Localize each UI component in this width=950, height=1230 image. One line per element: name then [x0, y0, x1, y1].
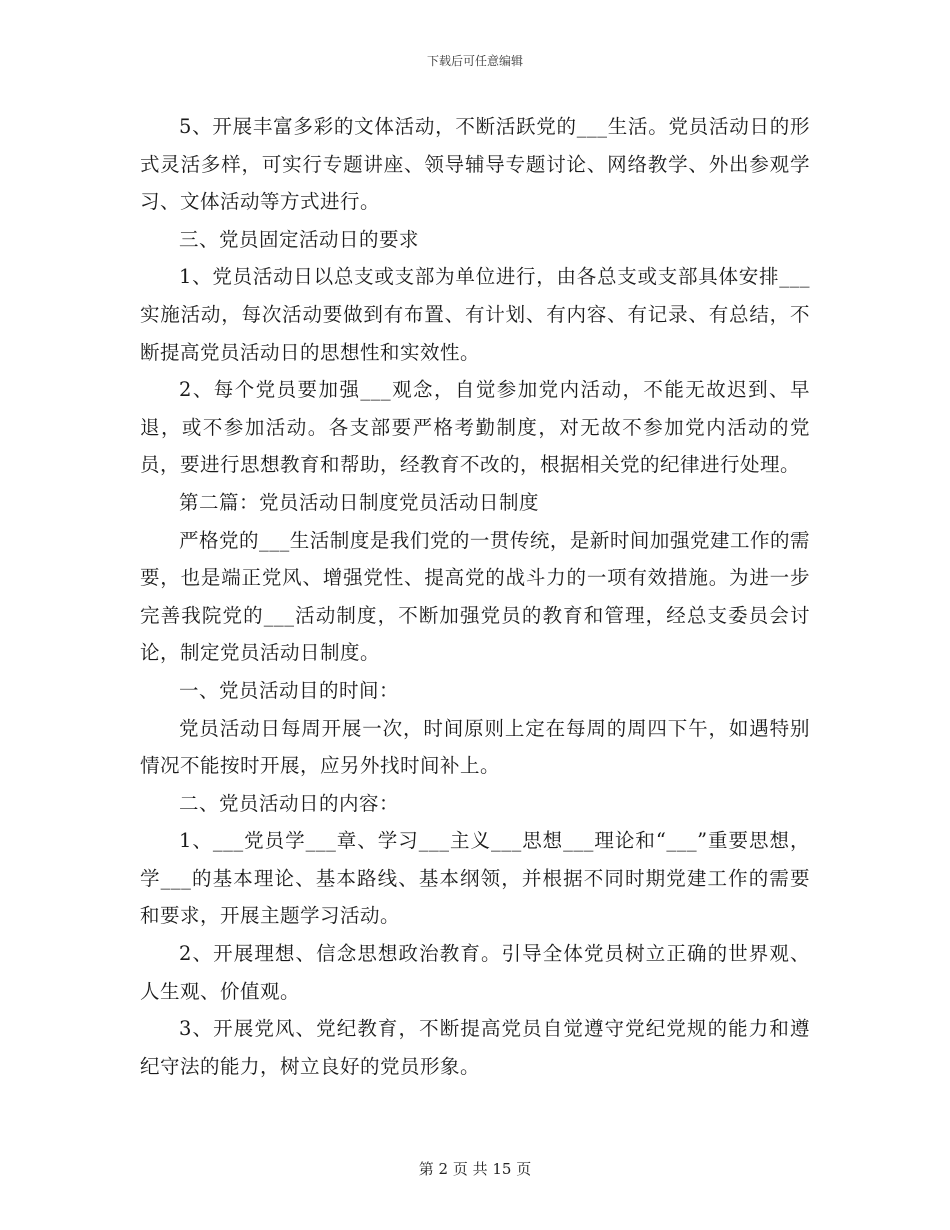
- paragraph: 1、___党员学___章、学习___主义___思想___理论和“___”重要思想，学___的基本理论、基本路线、基本纲领，并根据不同时期党建工作的需要和要求，开展主题学习活动。: [140, 829, 810, 928]
- page-number: 第 2 页 共 15 页: [418, 1160, 532, 1178]
- section-heading: 三、党员固定活动日的要求: [179, 227, 420, 251]
- document-body: [140, 108, 810, 1085]
- chapter-heading: 第二篇：党员活动日制度党员活动日制度: [179, 490, 540, 514]
- paragraph: 2、开展理想、信念思想政治教育。引导全体党员树立正确的世界观、人生观、价值观。: [140, 942, 810, 1003]
- section-heading: 一、党员活动目的时间：: [179, 678, 400, 702]
- paragraph: 3、开展党风、党纪教育，不断提高党员自觉遵守党纪党规的能力和遵纪守法的能力，树立良好的党员形象。: [140, 1017, 810, 1078]
- paragraph: 2、每个党员要加强___观念，自觉参加党内活动，不能无故迟到、早退，或不参加活动。各支部要严格考勤制度，对无故不参加党内活动的党员，要进行思想教育和帮助，经教育不改的，根据相关党的纪律进行处理。: [140, 378, 810, 477]
- paragraph: 1、党员活动日以总支或支部为单位进行，由各总支或支部具体安排___实施活动，每次活动要做到有布置、有计划、有内容、有记录、有总结，不断提高党员活动日的思想性和实效性。: [140, 265, 810, 364]
- paragraph: 5、开展丰富多彩的文体活动，不断活跃党的___生活。党员活动日的形式灵活多样，可实行专题讲座、领导辅导专题讨论、网络教学、外出参观学习、文体活动等方式进行。: [140, 115, 810, 214]
- paragraph: 党员活动日每周开展一次，时间原则上定在每周的周四下午，如遇特别情况不能按时开展，应另外找时间补上。: [140, 716, 810, 778]
- page-header: 下载后可任意编辑: [426, 54, 523, 68]
- paragraph: 严格党的___生活制度是我们党的一贯传统，是新时间加强党建工作的需要，也是端正党风、增强党性、提高党的战斗力的一项有效措施。为进一步完善我院党的___活动制度，不断加强党员的教育和管理，经总支委员会讨论，制定党员活动日制度。: [140, 528, 810, 665]
- section-heading: 二、党员活动日的内容：: [179, 791, 400, 815]
